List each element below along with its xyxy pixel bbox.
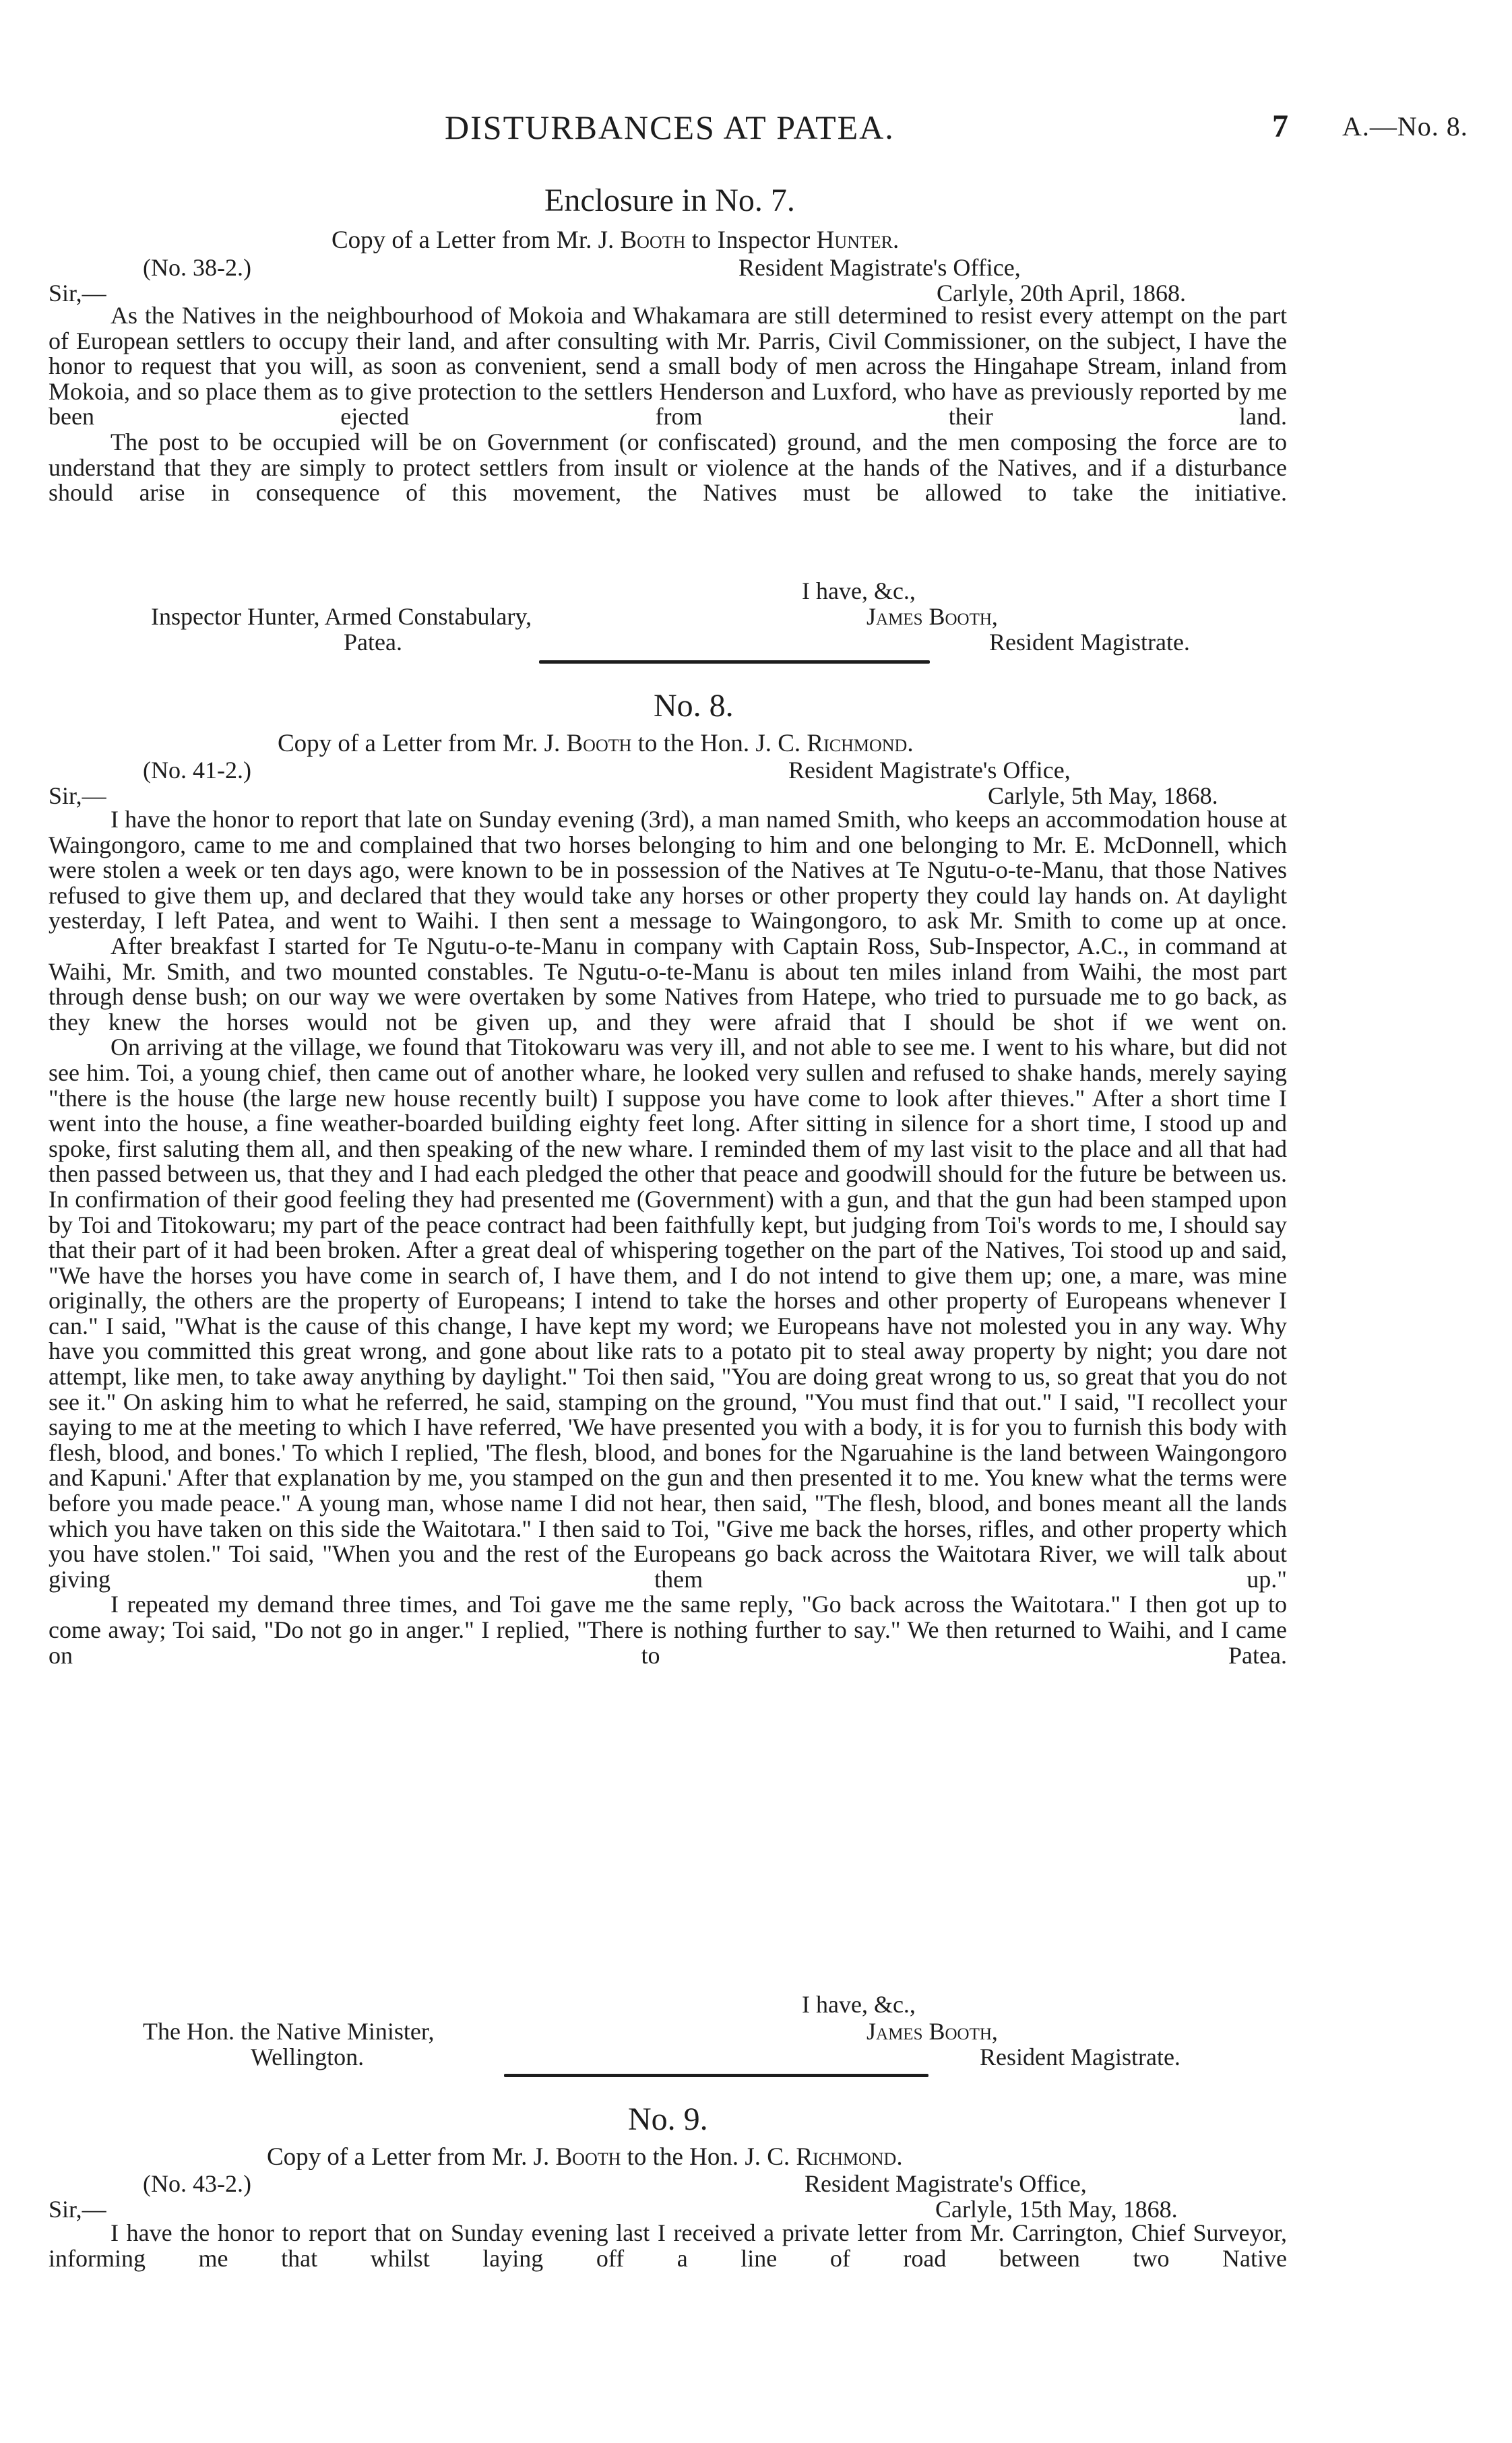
no8-caption: Copy of a Letter from Mr. J. Booth to the Hon. J. C. Richmond.	[278, 730, 914, 757]
enclosure-office: Resident Magistrate's Office,	[738, 254, 1021, 281]
no8-paragraph-3: On arriving at the village, we found that Titokowaru was very ill, and not able to see me. I went to his whare, but did not see him. Toi, a young chief, then came out of another whare, he looked very sullen and refused to shake hands, merely saying "there is the house (the large new house recently built) I suppose you have come to look after thieves." After a short time I went into the house, a fine weather-boarded building eighty feet long. After sitting in silence for a short time, I stood up and spoke, first saluting them all, and then speaking of the new whare. I reminded them of my last visit to the place and all that had then passed between us, that they and I had each pledged the other that peace and goodwill should for the future be between us. In confirmation of their good feeling they had presented me (Government) with a gun, and that the gun had been stamped upon by Toi and Titokowaru; my part of the peace contract had been faithfully kept, but judging from Toi's words to me, I should say that their part of it had been broken. After a great deal of whispering together on the part of the Natives, Toi stood up and said, "We have the horses you have come in search of, I have them, and I do not intend to give them up; one, a mare, was mine originally, the others are the property of Europeans; I intend to take the horses and other property of Europeans whenever I can." I said, "What is the cause of this change, I have kept my word; we Europeans have not molested you in any way. Why have you committed this great wrong, and gone about like rats to a potato pit to steal away property by night; you dare not attempt, like men, to take away anything by daylight." Toi then said, "You are doing great wrong to us, so great that you do not see it." On asking him to what he referred, he said, stamping on the ground, "You must find that out." I said, "I recollect your saying to me at the meeting to which I have referred, 'We have presented you with a body, it is for you to furnish this body with flesh, blood, and bones.' To which I replied, 'The flesh, blood, and bones for the Ngaruahine is the land between Waingongoro and Kapuni.' After that explanation by me, you stamped on the gun and then presented it to me. You knew what the terms were before you made peace." A young man, whose name I did not hear, then said, "The flesh, blood, and bones meant all the lands which you have taken on this side the Waitotara." I then said to Toi, "Give me back the horses, rifles, and other property which you have stolen." Toi said, "When you and the rest of the Europeans go back across the Waitotara River, we will talk about giving them up."	[49, 1034, 1287, 1593]
no9-place-date: Carlyle, 15th May, 1868.	[935, 2196, 1178, 2223]
no8-closing: I have, &c.,	[802, 1991, 916, 2018]
enclosure-paragraph-2: The post to be occupied will be on Government (or confiscated) ground, and the men composing the force are to understand that they are simply to protect settlers from insult or violence at the hands of the Natives, and if a disturbance should arise in consequence of this movement, the Natives must be allowed to take the initiative.	[49, 428, 1287, 507]
enclosure-caption: Copy of a Letter from Mr. J. Booth to Inspector Hunter.	[332, 226, 900, 254]
enclosure-heading: Enclosure in No. 7.	[544, 183, 795, 218]
no8-letter-number: (No. 41-2.)	[143, 757, 251, 784]
section-divider	[539, 660, 930, 664]
parliamentary-reference: A.—No. 8.	[1342, 111, 1468, 141]
enclosure-addressee-line-2: Patea.	[344, 629, 402, 656]
no8-body	[49, 807, 1287, 1668]
enclosure-place-date: Carlyle, 20th April, 1868.	[937, 280, 1186, 307]
no8-place-date: Carlyle, 5th May, 1868.	[988, 782, 1218, 809]
no9-letter-number: (No. 43-2.)	[143, 2170, 251, 2197]
enclosure-addressee-line-1: Inspector Hunter, Armed Constabulary,	[151, 603, 532, 630]
no8-paragraph-2: After breakfast I started for Te Ngutu-o-te-Manu in company with Captain Ross, Sub-Inspector, A.C., in command at Waihi, Mr. Smith, and two mounted constables. Te Ngutu-o-te-Manu is about ten miles inland from Waihi, the most part through dense bush; on our way we were overtaken by some Natives from Hatepe, who tried to pursuade me to go back, as they knew the horses would not be given up, and they were afraid that I should be shot if we went on.	[49, 932, 1287, 1036]
no9-office: Resident Magistrate's Office,	[805, 2170, 1087, 2197]
enclosure-paragraph-1: As the Natives in the neighbourhood of Mokoia and Whakamara are still determined to resist every attempt on the part of European settlers to occupy their land, and after consulting with Mr. Parris, Civil Commissioner, on the subject, I have the honor to request that you will, as soon as convenient, send a small body of men across the Hingahape Stream, inland from Mokoia, and so place them as to give protection to the settlers Henderson and Luxford, who have as previously reported by me been ejected from their land.	[49, 302, 1287, 431]
enclosure-signature: James Booth,	[867, 603, 998, 630]
no9-caption: Copy of a Letter from Mr. J. Booth to the Hon. J. C. Richmond.	[267, 2143, 903, 2171]
no8-addressee-line-2: Wellington.	[251, 2043, 365, 2070]
enclosure-signature-title: Resident Magistrate.	[989, 629, 1190, 656]
page-number: 7	[1272, 108, 1288, 144]
enclosure-salutation: Sir,—	[49, 280, 106, 307]
no9-salutation: Sir,—	[49, 2196, 106, 2223]
enclosure-letter-number: (No. 38-2.)	[143, 254, 251, 281]
no9-paragraph-1: I have the honor to report that on Sunday evening last I received a private letter from Mr. Carrington, Chief Surveyor, informing me that whilst laying off a line of road between two Native	[49, 2219, 1287, 2272]
no8-signature-title: Resident Magistrate.	[980, 2043, 1180, 2070]
no8-office: Resident Magistrate's Office,	[788, 757, 1071, 784]
enclosure-body	[49, 303, 1287, 506]
no8-signature: James Booth,	[867, 2018, 998, 2045]
no8-heading: No. 8.	[654, 688, 734, 724]
no8-paragraph-1: I have the honor to report that late on Sunday evening (3rd), a man named Smith, who keeps an accommodation house at Waingongoro, came to me and complained that two horses belonging to him and one belonging to Mr. E. McDonnell, which were stolen a week or ten days ago, were known to be in possession of the Natives at Te Ngutu-o-te-Manu, that those Natives refused to give them up, and declared that they would take any horses or other property they could lay hands on. At daylight yesterday, I left Patea, and went to Waihi. I then sent a message to Waingongoro, to ask Mr. Smith to come up at once.	[49, 806, 1287, 934]
no8-salutation: Sir,—	[49, 782, 106, 809]
no8-addressee-line-1: The Hon. the Native Minister,	[143, 2018, 435, 2045]
no9-body	[49, 2221, 1287, 2271]
enclosure-closing: I have, &c.,	[802, 577, 916, 604]
section-divider	[504, 2074, 928, 2077]
running-head-title: DISTURBANCES AT PATEA.	[445, 108, 895, 146]
no9-heading: No. 9.	[628, 2101, 708, 2137]
no8-paragraph-4: I repeated my demand three times, and Toi gave me the same reply, "Go back across the Waitotara." I then got up to come away; Toi said, "Do not go in anger." I replied, "There is nothing further to say." We then returned to Waihi, and I came on to Patea.	[49, 1591, 1287, 1669]
